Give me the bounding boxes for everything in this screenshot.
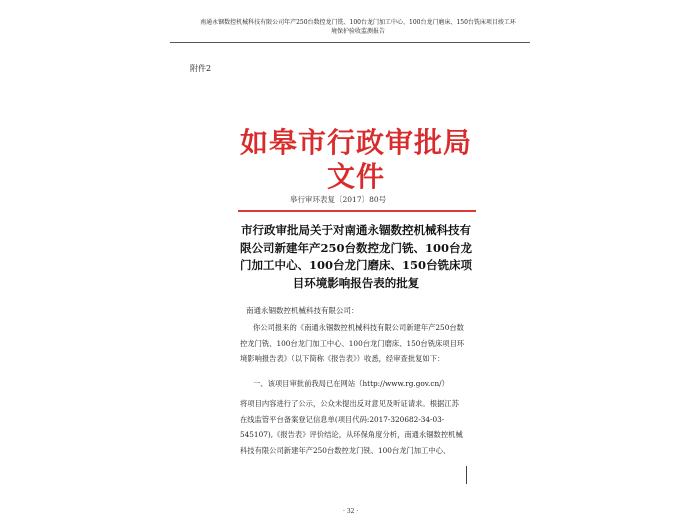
body-paragraph-2: 一、该项目审批前我局已在网站（http://www.rg.gov.cn/） [253, 379, 449, 388]
approval-title: 市行政审批局关于对南通永锢数控机械科技有限公司新建年产250台数控龙门铣、100台龙门加工中心、100台龙门磨床、150台铣床项目环境影响报告表的批复 [240, 223, 473, 290]
attachment-label: 附件2 [190, 64, 212, 73]
red-divider [238, 210, 476, 212]
running-header: 南通永锢数控机械科技有限公司年产250台数控龙门铣、100台龙门加工中心、100台龙门磨床、150台铣床项目竣工环境保护验收监测报告 [200, 19, 516, 35]
body-paragraph-1: 你公司报来的《南通永锢数控机械科技有限公司新建年产250台数控龙门铣、100台龙门加工中心、100台龙门磨床、150台铣床项目环境影响报告表》（以下简称《报告表》）收悉，经审查批复如下： [240, 323, 465, 363]
document-number: 皋行审环表复〔2017〕80号 [290, 195, 387, 204]
margin-mark [466, 466, 467, 484]
agency-title: 如皋市行政审批局文件 [239, 126, 472, 193]
addressee: 南通永锢数控机械科技有限公司： [246, 306, 359, 315]
body-paragraph-3: 将项目内容进行了公示，公众未提出反对意见及听证请求。根据江苏在线监管平台备案登记信息单(项目代码:2017-320682-34-03-545107),《报告表》评价结论，从环保角度分析，南通永锢数控机械科技有限公司新建年产250台数控龙门铣、100台龙门加工中心、 [240, 399, 463, 455]
page-number: · 32 · [343, 508, 359, 515]
header-divider [170, 42, 530, 43]
